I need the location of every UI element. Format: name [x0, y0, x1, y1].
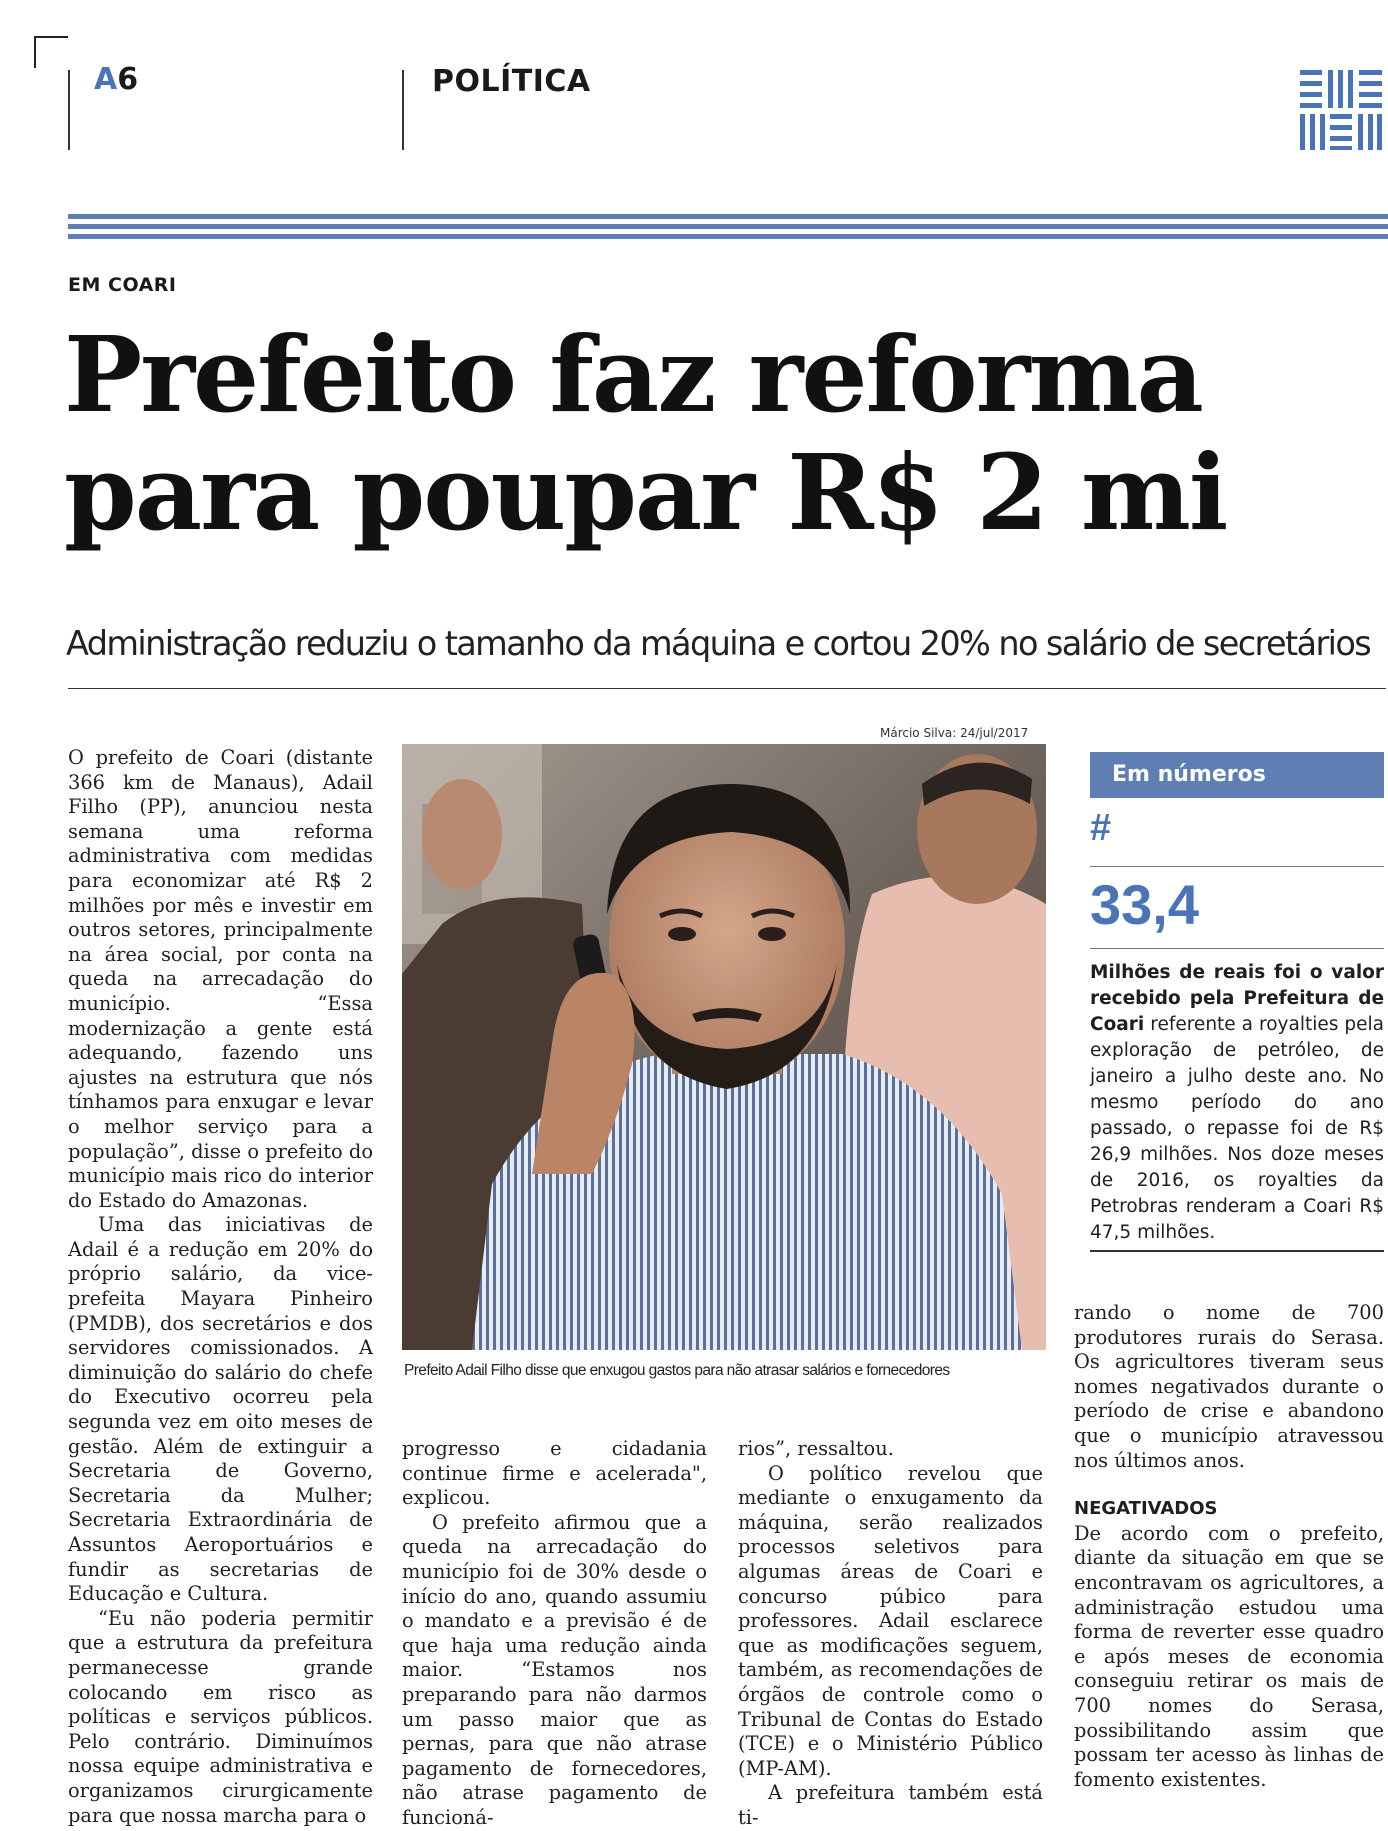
photo-caption: Prefeito Adail Filho disse que enxugou gastos para não atrasar salários e fornecedores	[404, 1362, 950, 1379]
header-stripe	[68, 224, 1388, 229]
paragraph: De acordo com o prefeito, diante da situação em que se encontravam os agricultores, a administração estudou uma forma de reverter esse quadro e após meses de economia conseguiu retirar os mais de 700 nomes do Serasa, possibilitando assim que possam ter acesso às linhas de fomento existentes.	[1074, 1521, 1384, 1791]
subheading: NEGATIVADOS	[1074, 1498, 1218, 1520]
paragraph: A prefeitura também está ti-	[738, 1781, 1043, 1829]
box-divider	[1090, 948, 1384, 949]
numbers-box-title: Em números	[1090, 752, 1384, 798]
article-kicker: EM COARI	[68, 274, 177, 296]
photo-illustration	[402, 744, 1046, 1350]
photo-credit: Márcio Silva: 24/jul/2017	[880, 726, 1029, 740]
header-stripe	[68, 214, 1388, 219]
box-bottom-rule	[1090, 1250, 1384, 1252]
title-rule	[68, 688, 1386, 689]
article-column-4	[1074, 1301, 1384, 1806]
numbers-box	[1074, 752, 1384, 1244]
paragraph: rando o nome de 700 produtores rurais do Serasa. Os agricultores tiveram seus nomes negativados durante o período de crise e abandono que o município atravessou nos últimos anos.	[1074, 1301, 1384, 1472]
section-title: POLÍTICA	[432, 64, 591, 99]
crop-mark	[34, 36, 36, 68]
paragraph: rios”, ressaltou.	[738, 1437, 894, 1460]
paragraph: O prefeito de Coari (distante 366 km de Manaus), Adail Filho (PP), anunciou nesta semana uma reforma administrativa com medidas para economizar até R$ 2 milhões por mês e investir em outros setores, principalmente na área social, por conta na queda na arrecadação do município. “Essa modernização a gente está adequando, fazendo uns ajustes na estrutura que nós tínhamos para enxugar e levar o melhor serviço para a população”, disse o prefeito do município mais rico do interior do Estado do Amazonas.	[68, 746, 373, 1212]
paragraph: O prefeito afirmou que a queda na arrecadação do município foi de 30% desde o início do ano, quando assumiu o mandato e a previsão é de que haja uma redução ainda maior. “Estamos nos preparando para não darmos um passo maior que as pernas, para que não atrase pagamento de fornecedores, não atrase pagamento de funcioná-	[402, 1510, 707, 1829]
hash-icon: #	[1090, 807, 1112, 849]
paragraph: O político revelou que mediante o enxugamento da máquina, serão realizados processos seletivos para algumas áreas de Coari e concurso púbico para professores. Adail esclarece que as modificações seguem, também, as recomendações de órgãos de controle como o Tribunal de Contas do Estado (TCE) e o Ministério Público (MP-AM).	[738, 1461, 1043, 1780]
numbers-box-text-bold: Milhões de reais foi o valor recebido pela Prefeitura de Coari	[1090, 962, 1384, 1035]
headline-line: Prefeito faz reforma	[64, 313, 1202, 436]
article-photo	[402, 744, 1046, 1350]
article-column-2	[402, 1437, 707, 1829]
headline-line: para poupar R$ 2 mi	[64, 431, 1227, 554]
header-divider	[402, 70, 404, 150]
paragraph: progresso e cidadania continue firme e acelerada", explicou.	[402, 1437, 707, 1510]
article-column-1	[68, 746, 373, 1827]
numbers-box-text-rest: referente a royalties pela exploração de petróleo, de janeiro a julho deste ano. No mesmo período do ano passado, o repasse foi de R$ 26,9 milhões. Nos doze meses de 2016, os royalties da Petrobras renderam a Coari R$ 47,5 milhões.	[1090, 1014, 1384, 1243]
page-number: A6	[94, 62, 139, 97]
box-divider	[1090, 866, 1384, 867]
header-stripe	[68, 234, 1388, 239]
paragraph: “Eu não poderia permitir que a estrutura da prefeitura permanecesse grande colocando em risco as políticas e serviços públicos. Pelo contrário. Diminuímos nossa equipe administrativa e organizamos cirurgicamente para que nossa marcha para o	[68, 1606, 373, 1827]
article-column-3	[738, 1437, 1043, 1829]
newspaper-logo-icon	[1300, 70, 1382, 150]
article-headline	[64, 313, 1384, 554]
crop-mark	[34, 36, 68, 38]
numbers-box-value: 33,4	[1090, 873, 1199, 936]
article-subhead: Administração reduziu o tamanho da máquina e cortou 20% no salário de secretários	[66, 624, 1371, 663]
paragraph: Uma das iniciativas de Adail é a redução em 20% do próprio salário, da vice-prefeita Mayara Pinheiro (PMDB), dos secretários e dos servidores comissionados. A diminuição do salário do chefe do Executivo ocorreu pela segunda vez em oito meses de gestão. Além de extinguir a Secretaria de Governo, Secretaria da Mulher; Secretaria Extraordinária de Assuntos Aeroportuários e fundir as secretarias de Educação e Cultura.	[68, 1213, 373, 1606]
numbers-box-text	[1090, 960, 1384, 1246]
header-divider	[68, 70, 70, 150]
